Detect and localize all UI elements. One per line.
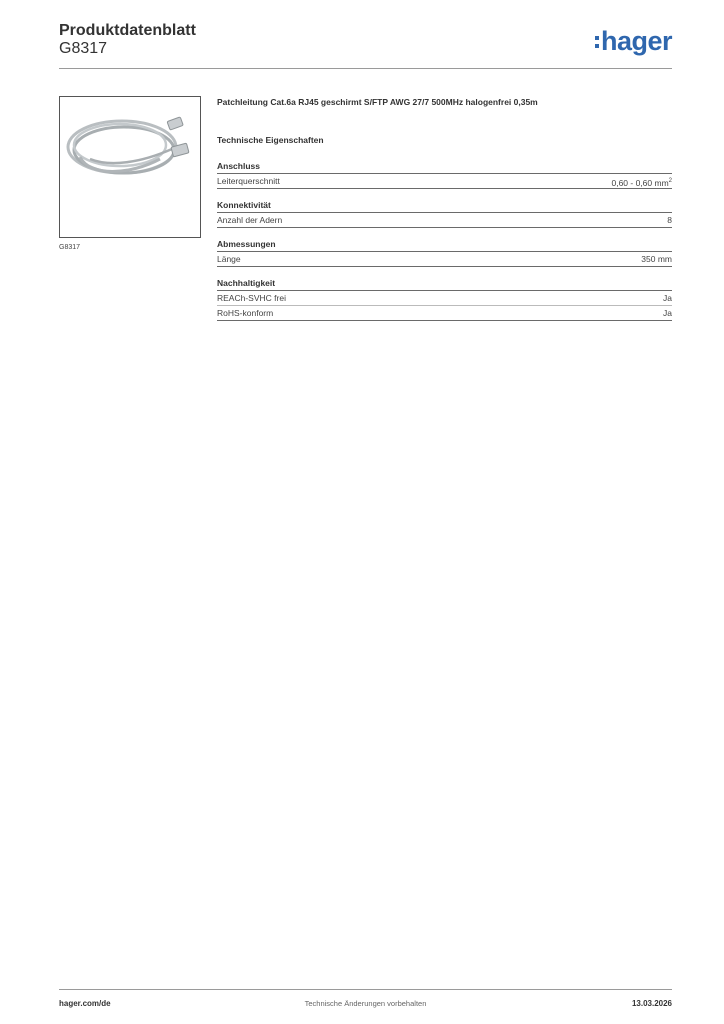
group-title: Anschluss <box>217 160 672 174</box>
document-title: Produktdatenblatt <box>59 22 196 39</box>
spec-label: Leiterquerschnitt <box>217 176 280 186</box>
spec-label: RoHS-konform <box>217 308 274 318</box>
footer-date: 13.03.2026 <box>631 999 672 1008</box>
spec-group-abmessungen <box>217 238 672 267</box>
spec-value: 8 <box>667 215 672 225</box>
spec-value: Ja <box>663 308 672 318</box>
spec-row <box>217 252 672 267</box>
specifications <box>217 96 672 321</box>
logo-text: hager <box>600 26 672 56</box>
spec-label: REACh-SVHC frei <box>217 293 286 303</box>
product-code: G8317 <box>59 40 108 57</box>
spec-value: 0,60 - 0,60 $mm^2$ <box>611 177 672 188</box>
spec-group-nachhaltigkeit <box>217 277 672 321</box>
spec-label: Anzahl der Adern <box>217 215 283 225</box>
spec-label: Länge <box>217 254 241 264</box>
page-footer <box>59 989 672 1010</box>
spec-row <box>217 213 672 228</box>
product-image <box>59 96 201 238</box>
spec-row <box>217 306 672 321</box>
spec-value: Ja <box>663 293 672 303</box>
spec-group-konnektivitaet <box>217 199 672 228</box>
hager-logo <box>595 26 672 57</box>
group-title: Abmessungen <box>217 238 672 252</box>
spec-value: 350 mm <box>641 254 672 264</box>
footer-website-link[interactable]: hager.com/de <box>59 999 111 1008</box>
page-header <box>59 18 672 69</box>
patch-cable-icon <box>60 97 200 237</box>
spec-group-anschluss <box>217 160 672 189</box>
group-title: Konnektivität <box>217 199 672 213</box>
logo-dots-icon <box>595 36 599 48</box>
group-title: Nachhaltigkeit <box>217 277 672 291</box>
footer-notice: Technische Änderungen vorbehalten <box>304 999 427 1008</box>
spec-row <box>217 291 672 306</box>
spec-row <box>217 174 672 189</box>
product-description: Patchleitung Cat.6a RJ45 geschirmt S/FTP AWG 27/7 500MHz halogenfrei 0,35m <box>217 97 538 107</box>
section-title: Technische Eigenschaften <box>217 135 324 145</box>
image-caption: G8317 <box>59 244 81 251</box>
